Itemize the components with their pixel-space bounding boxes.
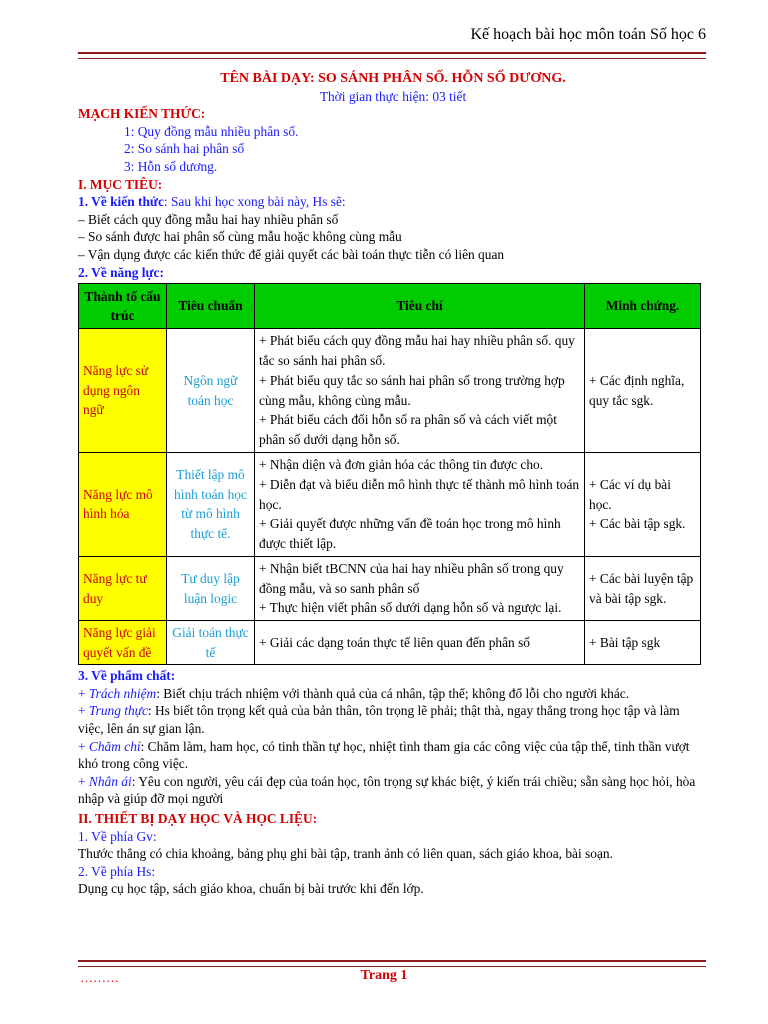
table-row	[79, 556, 701, 620]
standard-cell: Ngôn ngữ toán học	[167, 329, 255, 453]
quality-bullet: +	[78, 738, 89, 754]
knowledge-objective	[78, 193, 708, 211]
footer-divider	[78, 960, 706, 967]
page-header: Kế hoạch bài học môn toán Số học 6	[470, 26, 706, 43]
quality-bullet: +	[78, 685, 89, 701]
quality-bullet: +	[78, 703, 89, 719]
knowledge-list	[78, 123, 708, 176]
quality-term: Nhân ái	[88, 773, 132, 789]
knowledge-line: – So sánh được hai phân số cùng mẫu hoặc không cùng mẫu	[78, 229, 402, 245]
lesson-duration: Thời gian thực hiện: 03 tiết	[319, 88, 467, 104]
qualities-label: 3. Về phẩm chất:	[78, 668, 176, 684]
knowledge-item: 2: So sánh hai phân số	[124, 141, 245, 157]
page-content	[78, 70, 708, 898]
knowledge-heading: MẠCH KIẾN THỨC:	[78, 106, 206, 122]
knowledge-lines	[78, 211, 708, 264]
table-body	[79, 329, 701, 665]
quality-term: Trung thực	[88, 703, 148, 719]
page-number: Trang 1	[360, 968, 408, 983]
criteria-cell	[255, 452, 585, 556]
table-row	[79, 621, 701, 665]
criteria-cell	[255, 556, 585, 620]
student-text: Dụng cụ học tập, sách giáo khoa, chuẩn bị bài trước khi đến lớp.	[78, 881, 424, 897]
component-cell: Năng lực tư duy	[79, 556, 167, 620]
knowledge-item: 1: Quy đồng mẫu nhiều phân số.	[124, 123, 299, 139]
quality-term: Trách nhiệm	[88, 685, 157, 701]
evidence-cell	[585, 329, 701, 453]
qualities-list	[78, 685, 708, 808]
quality-item	[78, 685, 708, 703]
criteria-line: + Phát biểu quy tắc so sánh hai phân số trong trường hợp cùng mẫu, không cùng mẫu.	[259, 372, 565, 408]
standard-cell: Tư duy lập luận logic	[167, 556, 255, 620]
quality-text: : Biết chịu trách nhiệm với thành quả của cá nhân, tập thể; không đổ lỗi cho người khác.	[156, 685, 630, 701]
student-label: 2. Về phía Hs:	[78, 863, 156, 879]
competency-table	[78, 283, 701, 665]
column-header: Tiêu chí	[255, 284, 585, 329]
equipment-heading: II. THIẾT BỊ DẠY HỌC VÀ HỌC LIỆU:	[78, 811, 318, 827]
evidence-line: + Các định nghĩa, quy tắc sgk.	[589, 372, 685, 408]
table-header-row	[79, 284, 701, 329]
teacher-text: Thước thẳng có chia khoảng, bảng phụ ghi bài tập, tranh ảnh có liên quan, sách giáo khoa, bài soạn.	[78, 846, 613, 862]
header-divider	[78, 52, 706, 59]
table-row	[79, 452, 701, 556]
criteria-line: + Giải các dạng toán thực tế liên quan đến phân số	[259, 634, 531, 650]
knowledge-item: 3: Hỗn số dương.	[124, 158, 218, 174]
criteria-line: + Diễn đạt và biểu diễn mô hình thực tế thành mô hình toán học.	[259, 476, 580, 512]
quality-item	[78, 773, 708, 808]
knowledge-line: – Vận dụng được các kiến thức để giải quyết các bài toán thực tiễn có liên quan	[78, 246, 505, 262]
quality-item	[78, 702, 708, 737]
standard-cell: Giải toán thực tế	[167, 621, 255, 665]
quality-text: : Yêu con người, yêu cái đẹp của toán học, tôn trọng sự khác biệt, ý kiến trái chiều; sẵn sàng học hỏi, hòa nhập và giúp đỡ mọi người	[78, 773, 696, 807]
objectives-heading: I. MỤC TIÊU:	[78, 176, 163, 192]
evidence-cell	[585, 556, 701, 620]
evidence-line: + Các bài luyện tập và bài tập sgk.	[589, 570, 694, 606]
lesson-title: TÊN BÀI DẠY: SO SÁNH PHÂN SỐ. HỖN SỐ DƯƠNG.	[220, 71, 566, 86]
criteria-line: + Phát biểu cách quy đồng mẫu hai hay nhiều phân số. quy tắc so sánh hai phân số.	[259, 333, 575, 368]
evidence-cell	[585, 452, 701, 556]
criteria-cell	[255, 329, 585, 453]
quality-term: Chăm chỉ	[88, 738, 141, 754]
column-header: Thành tố cấu trúc	[79, 284, 167, 329]
criteria-cell	[255, 621, 585, 665]
criteria-line: + Phát biểu cách đổi hỗn số ra phân số và cách viết một phân số dưới dạng hỗn số.	[259, 412, 557, 448]
quality-text: : Chăm làm, ham học, có tinh thần tự học, nhiệt tình tham gia các công việc của tập thể, tinh thần vượt khó trong công việc.	[78, 738, 690, 772]
evidence-cell	[585, 621, 701, 665]
criteria-line: + Giải quyết được những vấn đề toán học trong mô hình được thiết lập.	[259, 516, 561, 552]
knowledge-intro: : Sau khi học xong bài này, Hs sẽ:	[163, 194, 346, 210]
component-cell: Năng lực sử dụng ngôn ngữ	[79, 329, 167, 453]
footer-dots: ………	[80, 970, 119, 985]
quality-text: : Hs biết tôn trọng kết quả của bản thân, tôn trọng lẽ phải; thật thà, ngay thẳng trong học tập và làm việc, lên án sự gian lận.	[78, 703, 680, 737]
evidence-line: + Các bài tập sgk.	[589, 516, 686, 532]
column-header: Minh chứng.	[585, 284, 701, 329]
evidence-line: + Các ví dụ bài học.	[589, 476, 671, 512]
knowledge-line: – Biết cách quy đồng mẫu hai hay nhiều phân số	[78, 211, 339, 227]
teacher-label: 1. Về phía Gv:	[78, 828, 157, 844]
knowledge-label: 1. Về kiến thức	[78, 194, 164, 210]
standard-cell: Thiết lập mô hình toán học từ mô hình thực tế.	[167, 452, 255, 556]
criteria-line: + Thực hiện viết phân số dưới dạng hỗn số và ngược lại.	[259, 600, 562, 616]
table-row	[79, 329, 701, 453]
component-cell: Năng lực mô hình hóa	[79, 452, 167, 556]
criteria-line: + Nhận biết tBCNN của hai hay nhiều phân số trong quy đồng mẫu, và so sanh phân số	[259, 560, 564, 596]
evidence-line: + Bài tập sgk	[589, 634, 661, 650]
quality-bullet: +	[78, 773, 89, 789]
quality-item	[78, 738, 708, 773]
column-header: Tiêu chuẩn	[167, 284, 255, 329]
criteria-line: + Nhận diện và đơn giản hóa các thông tin được cho.	[259, 456, 544, 472]
component-cell: Năng lực giải quyết vấn đề	[79, 621, 167, 665]
competency-label: 2. Về năng lực:	[78, 264, 164, 280]
